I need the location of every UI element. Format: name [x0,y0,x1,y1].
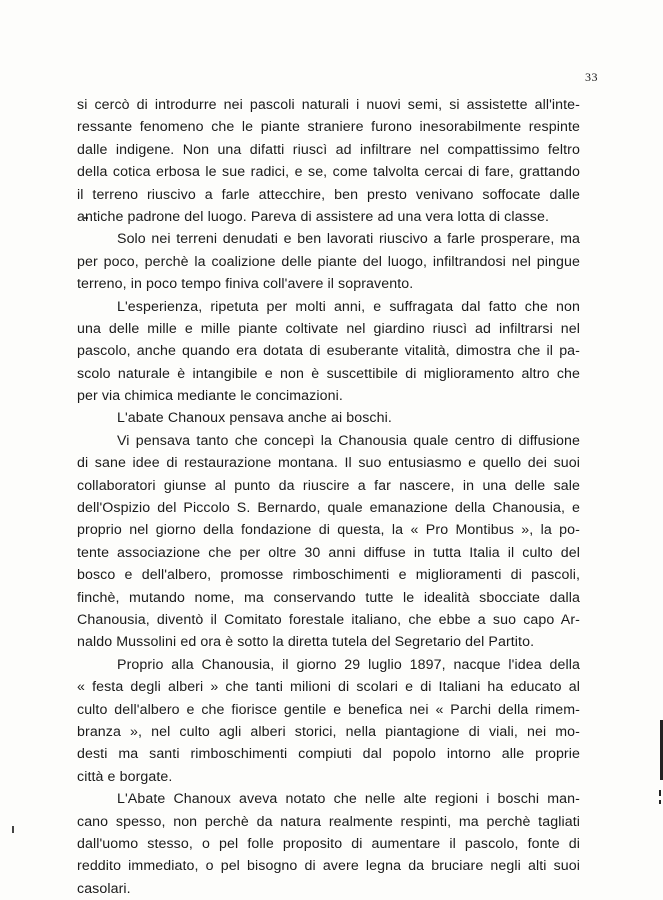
text-line: dell'Ospizio del Piccolo S. Bernardo, quale emanazione della Chanousia, e [77,500,580,517]
text-line: naldo Mussolini ed ora è sotto la diretta tutela del Segretario del Partito. [77,634,535,651]
text-line: antiche padrone del luogo. Pareva di assistere ad una vera lotta di classe. [77,208,550,225]
text-line: Solo nei terreni denudati e ben lavorati riuscivo a farle prosperare, ma [117,231,580,248]
scan-edge-mark [659,800,661,804]
text-line: il terreno riuscivo a farle attecchire, ben presto venivano soffocate dalle [77,186,580,203]
text-line: ressante fenomeno che le piante straniere furono inesorabilmente respinte [77,119,580,136]
text-line: finchè, mutando nome, ma conservando tutte le idealità sbocciate dalla [77,589,580,606]
text-line: L'abate Chanoux pensava anche ai boschi. [117,410,392,427]
text-line: L'Abate Chanoux aveva notato che nelle alte regioni i boschi man- [117,791,580,808]
text-line: Chanousia, diventò il Comitato forestale italiano, che ebbe a suo capo Ar- [77,611,580,628]
text-line: di sane idee di restaurazione montana. Il suo entusiasmo e quello dei suoi [77,455,580,472]
text-line: culto dell'albero e che fiorisce gentile e benefica nei « Parchi della rimem- [77,701,580,718]
text-line: pascolo, anche quando era dotata di esuberante vitalità, dimostra che il pa- [77,343,580,360]
text-line: branza », nel culto agli alberi storici, nella piantagione di viali, nei mo- [77,723,580,740]
text-line: L'esperienza, ripetuta per molti anni, e suffragata dal fatto che non [117,298,580,315]
text-line: una delle mille e mille piante coltivate nel giardino riuscì ad infiltrarsi nel [77,320,580,337]
text-line: tente associazione che per oltre 30 anni diffuse in tutta Italia il culto del [77,544,580,561]
text-line: per via chimica mediante le concimazioni. [77,388,343,405]
text-line: scolo naturale è intangibile e non è suscettibile di miglioramento altro che [77,365,580,382]
text-line: reddito immediato, o pel bisogno di avere legna da bruciare negli alti suoi [77,858,580,875]
text-line: cano spesso, non perchè da natura realmente respinti, ma perchè tagliati [77,813,580,830]
scan-edge-mark [12,826,14,833]
body-text [77,94,580,900]
scan-edge-mark [659,790,661,796]
text-line: bosco e dell'albero, promosse rimboschimenti e miglioramenti di pascoli, [77,567,580,584]
text-line: per poco, perchè la coalizione delle piante del luogo, infiltrandosi nel pingue [77,253,580,270]
text-line: della cotica erbosa le sue radici, e se, come talvolta cercai di fare, grattando [77,164,580,181]
text-line: si cercò di introdurre nei pascoli naturali i nuovi semi, si assistette all'inte- [77,97,580,113]
text-line: collaboratori giunse al punto da riuscire a far nascere, in una delle sale [77,477,580,494]
text-line: dalle indigene. Non una difatti riuscì ad infiltrare nel compattissimo feltro [77,141,580,158]
text-line: terreno, in poco tempo finiva coll'avere il sopravento. [77,276,414,293]
page-number: 33 [585,70,598,84]
text-line: casolari. [77,880,131,897]
text-line: dall'uomo stesso, o pel folle proposito di aumentare il pascolo, fonte di [77,835,580,852]
text-line: città e borgate. [77,768,173,785]
text-line: desti ma santi rimboschimenti compiuti dal popolo intorno alle proprie [77,746,580,763]
text-line: proprio nel giorno della fondazione di questa, la « Pro Montibus », la po- [77,522,580,539]
text-line: Proprio alla Chanousia, il giorno 29 luglio 1897, nacque l'idea della [117,656,580,673]
text-line: « festa degli alberi » che tanti milioni di scolari e di Italiani ha educato al [77,679,580,696]
text-line: Vi pensava tanto che concepì la Chanousia quale centro di diffusione [117,432,580,449]
